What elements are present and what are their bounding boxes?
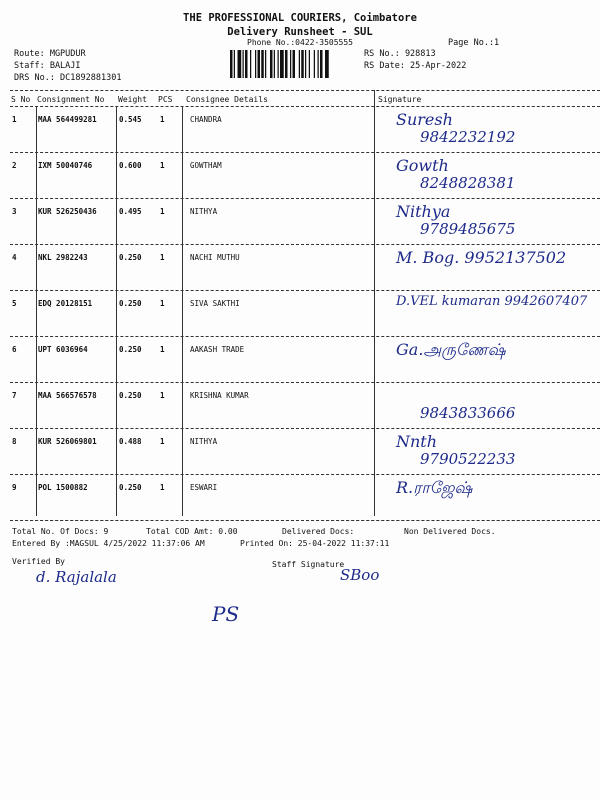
row-pcs: 1 xyxy=(160,207,165,216)
col-rule xyxy=(116,106,117,516)
row-consignee: ESWARI xyxy=(190,483,218,492)
row-consignee: NITHYA xyxy=(190,437,218,446)
barcode-bar xyxy=(245,50,248,78)
row-consignee: NACHI MUTHU xyxy=(190,253,240,262)
initials-signature: PS xyxy=(212,602,240,626)
barcode-bar xyxy=(270,50,273,78)
row-signature: Nnth xyxy=(396,432,438,451)
barcode-bar xyxy=(265,50,266,78)
barcode-bar xyxy=(261,50,264,78)
barcode-bar xyxy=(293,50,296,78)
row-pcs: 1 xyxy=(160,483,165,492)
row-separator xyxy=(10,290,600,291)
row-consignee: NITHYA xyxy=(190,207,218,216)
row-pcs: 1 xyxy=(160,391,165,400)
delivered-docs: Delivered Docs: xyxy=(282,527,355,536)
page-number: Page No.:1 xyxy=(448,38,500,48)
row-weight: 0.545 xyxy=(119,115,142,124)
staff: Staff: BALAJI xyxy=(14,61,81,71)
row-consignment: KUR 526250436 xyxy=(38,207,97,216)
col-consignee: Consignee Details xyxy=(186,95,268,104)
row-signature: Gowth xyxy=(396,156,449,175)
rs-date: RS Date: 25-Apr-2022 xyxy=(364,61,467,71)
col-rule xyxy=(182,106,183,516)
row-signature-phone: 9842232192 xyxy=(420,128,516,146)
row-separator xyxy=(10,474,600,475)
row-consignee: SIVA SAKTHI xyxy=(190,299,240,308)
col-rule xyxy=(36,106,37,516)
barcode-bar xyxy=(274,50,275,78)
row-consignment: UPT 6036964 xyxy=(38,345,88,354)
row-weight: 0.250 xyxy=(119,253,142,262)
barcode-bar xyxy=(280,50,284,78)
col-rule xyxy=(374,90,375,516)
row-sno: 8 xyxy=(12,437,17,446)
row-signature-phone: 8248828381 xyxy=(420,174,516,192)
row-signature: M. Bog. 9952137502 xyxy=(396,248,567,267)
barcode-bar xyxy=(325,50,329,78)
total-cod: Total COD Amt: 0.00 xyxy=(146,527,238,536)
row-separator xyxy=(10,428,600,429)
row-sno: 3 xyxy=(12,207,17,216)
barcode xyxy=(230,50,360,78)
barcode-bar xyxy=(314,50,315,78)
verified-signature: d. Rajalala xyxy=(36,568,117,586)
runsheet-title: Delivery Runsheet - SUL xyxy=(227,26,373,38)
row-weight: 0.250 xyxy=(119,483,142,492)
verified-by-label: Verified By xyxy=(12,557,65,566)
row-separator xyxy=(10,244,600,245)
col-sno: S No xyxy=(11,95,31,104)
barcode-bar xyxy=(320,50,323,78)
table-header-rule xyxy=(10,106,600,107)
route: Route: MGPUDUR xyxy=(14,49,86,59)
row-weight: 0.600 xyxy=(119,161,142,170)
row-consignment: NKL 2982243 xyxy=(38,253,88,262)
barcode-bar xyxy=(299,50,300,78)
row-signature-phone: 9843833666 xyxy=(420,404,516,422)
entered-by: Entered By :MAGSUL 4/25/2022 11:37:06 AM xyxy=(12,539,205,548)
col-weight: Weight xyxy=(118,95,147,104)
row-pcs: 1 xyxy=(160,253,165,262)
row-weight: 0.250 xyxy=(119,299,142,308)
table-bottom-rule xyxy=(10,520,600,521)
row-consignment: IXM 50040746 xyxy=(38,161,93,170)
row-signature: D.VEL kumaran 9942607407 xyxy=(396,294,588,309)
barcode-bar xyxy=(255,50,256,78)
row-weight: 0.250 xyxy=(119,345,142,354)
row-consignee: GOWTHAM xyxy=(190,161,222,170)
row-consignment: MAA 566576578 xyxy=(38,391,97,400)
total-docs: Total No. Of Docs: 9 xyxy=(12,527,109,536)
barcode-bar xyxy=(318,50,319,78)
barcode-bar xyxy=(278,50,279,78)
barcode-bar xyxy=(301,50,304,78)
row-sno: 2 xyxy=(12,161,17,170)
row-signature: Suresh xyxy=(396,110,453,129)
row-weight: 0.488 xyxy=(119,437,142,446)
staff-signature-label: Staff Signature xyxy=(272,560,345,569)
row-separator xyxy=(10,198,600,199)
barcode-bar xyxy=(230,50,233,78)
row-consignment: EDQ 20128151 xyxy=(38,299,93,308)
row-weight: 0.250 xyxy=(119,391,142,400)
row-signature: R.ராஜேஷ் xyxy=(396,478,473,497)
barcode-bar xyxy=(258,50,261,78)
barcode-bar xyxy=(238,50,242,78)
non-delivered-docs: Non Delivered Docs. xyxy=(404,527,496,536)
rs-number: RS No.: 928813 xyxy=(364,49,436,59)
staff-signature: SBoo xyxy=(340,566,380,584)
barcode-bar xyxy=(305,50,306,78)
barcode-bar xyxy=(285,50,288,78)
row-sno: 6 xyxy=(12,345,17,354)
row-separator xyxy=(10,336,600,337)
row-pcs: 1 xyxy=(160,161,165,170)
row-pcs: 1 xyxy=(160,115,165,124)
row-signature-phone: 9790522233 xyxy=(420,450,516,468)
company-title: THE PROFESSIONAL COURIERS, Coimbatore xyxy=(183,12,417,24)
col-consignment: Consignment No xyxy=(37,95,105,104)
printed-on: Printed On: 25-04-2022 11:37:11 xyxy=(240,539,390,548)
row-sno: 5 xyxy=(12,299,17,308)
row-consignment: POL 1500882 xyxy=(38,483,88,492)
barcode-bar xyxy=(309,50,310,78)
table-top-rule xyxy=(10,90,600,91)
row-signature: Ga.அருணேஷ் xyxy=(396,340,506,359)
phone-number: Phone No.:0422-3505555 xyxy=(247,38,353,47)
row-sno: 7 xyxy=(12,391,17,400)
drs-number: DRS No.: DC1892881301 xyxy=(14,73,122,83)
row-consignment: KUR 526069801 xyxy=(38,437,97,446)
row-pcs: 1 xyxy=(160,437,165,446)
row-consignment: MAA 564499281 xyxy=(38,115,97,124)
row-consignee: CHANDRA xyxy=(190,115,222,124)
barcode-bar xyxy=(250,50,251,78)
row-sno: 4 xyxy=(12,253,17,262)
row-pcs: 1 xyxy=(160,345,165,354)
row-separator xyxy=(10,382,600,383)
barcode-bar xyxy=(243,50,244,78)
row-consignee: KRISHNA KUMAR xyxy=(190,391,249,400)
row-signature-phone: 9789485675 xyxy=(420,220,516,238)
barcode-bar xyxy=(290,50,291,78)
row-pcs: 1 xyxy=(160,299,165,308)
col-pcs: PCS xyxy=(158,95,173,104)
row-sno: 1 xyxy=(12,115,17,124)
row-sno: 9 xyxy=(12,483,17,492)
col-signature: Signature xyxy=(378,95,422,104)
barcode-bar xyxy=(234,50,235,78)
row-weight: 0.495 xyxy=(119,207,142,216)
row-signature: Nithya xyxy=(396,202,451,221)
row-separator xyxy=(10,152,600,153)
row-consignee: AAKASH TRADE xyxy=(190,345,245,354)
